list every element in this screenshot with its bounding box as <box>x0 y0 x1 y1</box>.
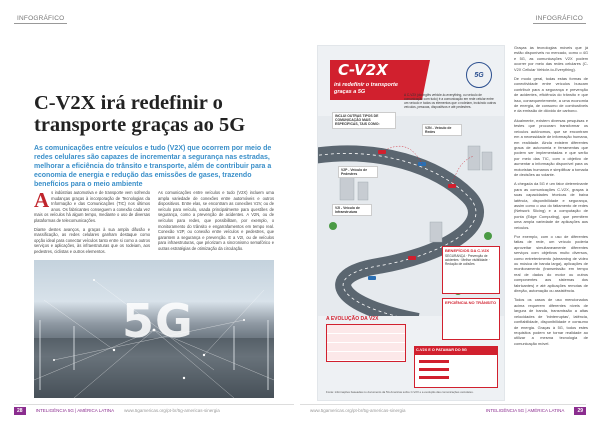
infographic-title: C-V2X <box>338 61 388 79</box>
5g-americas-logo: 5G <box>466 62 492 88</box>
body-paragraph: Atualmente, existem diversas pesquisas e testes que procuram transformar os veículos autônomos, que se encontram em a necessidade de informação humana, em realidade. Ainda existem diferentes graus de autonomia e ferramentas que podem ser implementadas e que serão por meio das TIC, com o objetivo de aumentar a informação disponível para os motoristas humanos e simplificar a tomada de decisões ao volante. <box>514 117 588 177</box>
infographic-note: Fonte: informações baseadas no documento da 5G Americas sobre C-V2X e a evolução das comunicações veiculares. <box>326 390 474 394</box>
page-number: 28 <box>14 407 26 415</box>
body-paragraph: Todos os casos de uso mencionados acima requerem diferentes níveis de largura de banda, transmissão a altas velocidades de 'ininterruptas', latência, confiabilidade, disponibilidade e consumo de energia. Graças à 5G, todos estes requisitos podem se tornar realidade ao utilizar a mesma tecnologia de comunicação móvel. <box>514 297 588 346</box>
efficiency-box <box>442 298 500 340</box>
v2i-label: V2I - Veículo de Infraestrutura <box>332 204 372 216</box>
body-paragraph: As comunicações entre veículos e tudo (V2X) incluem uma ampla variedade de conexões entre automóveis e outros dispositivos. Entre elas, se encontram as conexões V2V, ou de veículo para veículo, usada principalmente para questões de segurança, como a prevenção de acidentes. A V2N, ou de veículos para redes, que possibilitam, por exemplo, o monitoramento do trânsito e engarrafamentos em tempo real. Conexão V2P, ou conexão entre veículos e pedestres, que garantem a segurança e prevenção. E a V2I, ou de veículos para infraestruturas, que priorizam a sincronismo semafórico e outras estratégias de otimização da circulação. <box>158 190 274 251</box>
body-paragraph: A chegada da 5G é um fator determinante para as comunicações C-V2X, graças à suas capacidades técnicas de baixa latência, disponibilidade e segurança, assim como o uso do fatiamento de redes (Network Slicing) e a computação de ponta (Edge Computing), que permitem uma ampla variedade de aplicações aos veículos. <box>514 181 588 230</box>
section-tag: INFOGRÁFICO <box>14 14 67 24</box>
lead-paragraph: As comunicações entre veículos e tudo (V2X) que ocorrem por meio de redes celulares são capazes de incrementar a segurança nas estradas, melhorar a eficiência do trânsito e transporte, além de contribuir para a economia de energia e redução das emissões de gases, trazendo benefícios para o meio ambiente <box>34 145 272 188</box>
body-paragraph: As indústrias automotiva e de transporte vem sofrendo mudanças graças à incorporação de Tecnologias da Informação e das Comunicações (TIC) nos últimos anos. Os fabricantes conseguem a conexão cada vez mais os veículos há algum tempo, mediante o uso de diversas plataformas de telecomunicações. <box>34 188 150 223</box>
v2n-label: V2N - Veículo de Redes <box>422 124 462 136</box>
v2p-label: V2P - Veículo de Pedestres <box>338 166 378 178</box>
body-columns <box>34 190 274 258</box>
right-column-text <box>514 45 588 350</box>
headline: C-V2X irá redefinir o transporte graças ao 5G <box>34 92 246 136</box>
right-page <box>300 0 600 424</box>
photo-5g-text: 5G <box>122 294 194 348</box>
efficiency-title: EFICIÊNCIA NO TRÂNSITO <box>445 300 497 305</box>
rollout-title: C-V2X E O PATAMAR DO 5G <box>414 346 498 354</box>
rollout-chart <box>414 354 498 388</box>
evolution-title: A EVOLUÇÃO DA V2X <box>326 316 379 322</box>
body-paragraph: Por exemplo, com o uso de diferentes fatias de rede, um veículo poderia aproveitar simultaneamente diferentes serviços com objetivos muito diversos, como entretenimento (streaming de vídeo ou música de banda larga), aplicações de monitoramento (transmissão em tempo real de dados do motor ou outros componentes aos sistemas dos fabricantes) e até aplicações remotas de direção, automação ou assistência. <box>514 234 588 294</box>
infographic-subtitle: irá redefinir o transporte graças a 5G <box>334 82 398 95</box>
cv2x-infographic <box>317 45 505 401</box>
benefits-title: BENEFÍCIOS DA C-V2X <box>445 248 490 253</box>
drop-cap: A <box>34 188 50 212</box>
magazine-name: INTELIGÊNCIA 5G | AMÉRICA LATINA <box>35 408 115 413</box>
infographic-intro: A C-V2X (do inglês vehicle-to-everything, ou veículo de comunicação com tudo) é a comunicação em rede celular entre um veículo e todos os elementos que o rodeiam, incluindo outros veículos, pessoas, dispositivos e até pedestres. <box>404 93 496 110</box>
left-footer <box>14 404 294 416</box>
page-number: 29 <box>574 407 586 415</box>
magazine-name: INTELIGÊNCIA 5G | AMÉRICA LATINA <box>485 408 565 413</box>
benefits-text: SEGURANÇA · Prevenção de acidentes · Melhor visibilidade · Redução de colisões <box>445 254 490 266</box>
benefits-box <box>442 246 500 294</box>
section-tag: INFOGRÁFICO <box>533 14 586 24</box>
footer-url[interactable]: www.5gamericas.org/pt-br/5g-americas-sinergia <box>310 408 406 413</box>
footer-url[interactable]: www.5gamericas.org/pt-br/5g-americas-sinergia <box>124 408 220 413</box>
body-paragraph: Diante destes avanços, a graças à sua ampla difusão e massificação, as redes celulares ganham destaque como opção ideal para conectar veículos tanto entre si como a outros serviços e aplicações, às infraestruturas que os rodeiam, aos pedestres, ciclistas e outros elementos. <box>34 226 150 254</box>
body-paragraph: De modo geral, todas estas formas de conectividade entre veículos buscam contribuir para a segurança e prevenção de acidentes, eficiência do trânsito e que isso, consequentemente, a uma economia de energia, de consumo de combustíveis e da emissão de dióxido de carbono. <box>514 76 588 114</box>
body-paragraph: Graças às tecnologias móveis que já estão disponíveis no mercado, como o 4G e 5G, as comunicações V2X podem ocorrer por meio das redes celulares (C-V2X Cellular Vehicle-to-Everything). <box>514 45 588 72</box>
body-column-2 <box>158 190 274 258</box>
communication-types-label: INCLUI OUTRAS TIPOS DE COMUNICAÇÃO MAIS ESPECÍFICAS, TAIS COMO: <box>332 112 396 129</box>
right-footer <box>300 404 586 416</box>
evolution-table <box>326 324 406 362</box>
body-column-1 <box>34 190 150 258</box>
highway-5g-photo <box>34 260 274 398</box>
